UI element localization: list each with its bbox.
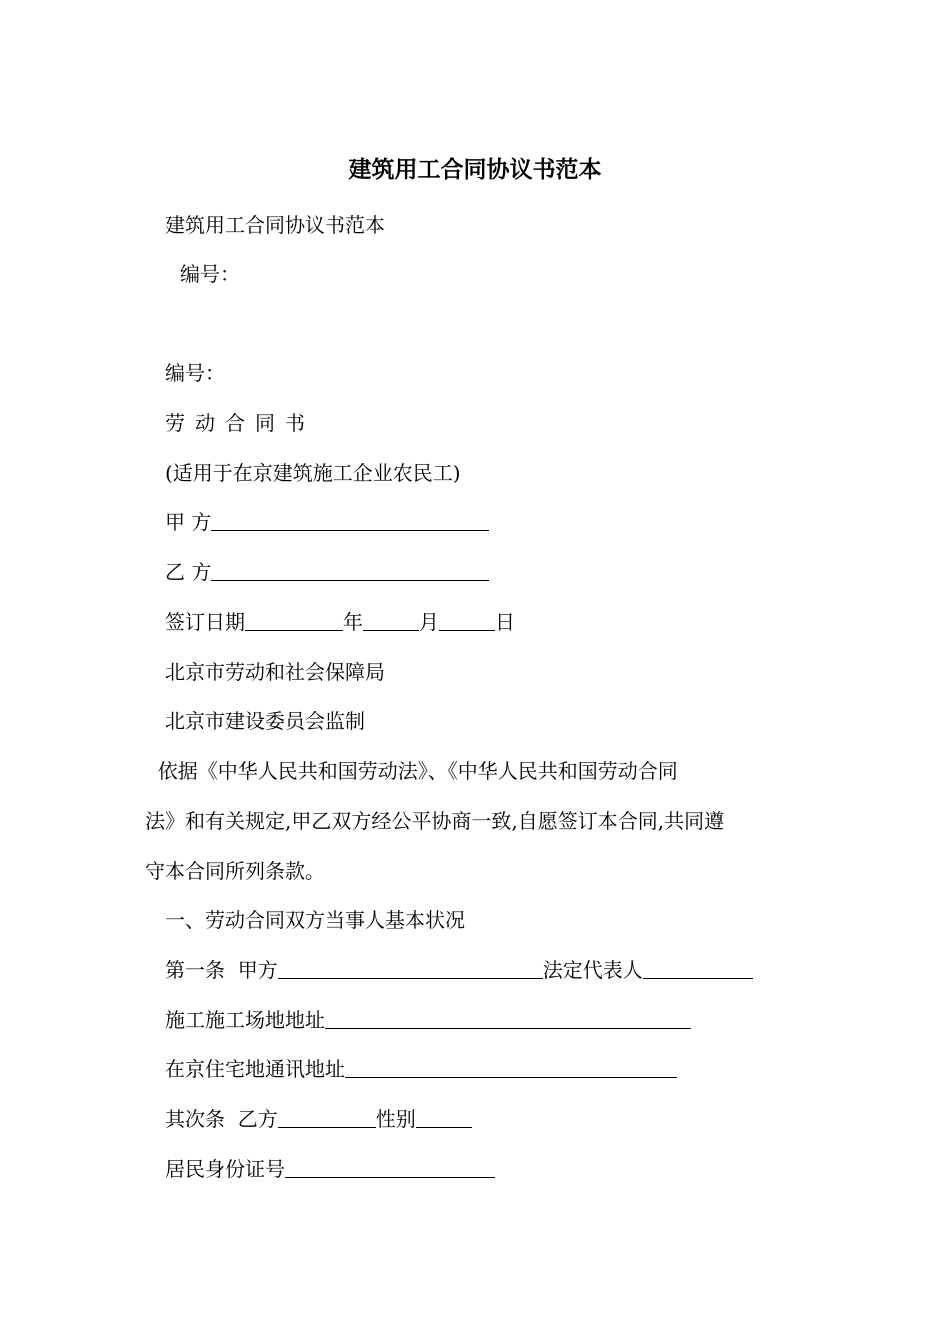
party-b-row (165, 557, 489, 587)
party-a-blank (211, 508, 489, 531)
party-a-name-blank (278, 956, 543, 979)
section-1-heading: 一、劳动合同双方当事人基本状况 (165, 908, 465, 932)
number-label-1: 编号： (180, 262, 240, 286)
sign-date-label: 签订日期 (165, 610, 245, 634)
beijing-address-label: 在京住宅地通讯地址 (165, 1057, 345, 1081)
article-2-row (165, 1104, 472, 1134)
sign-date-row (165, 607, 515, 637)
month-blank (363, 608, 419, 631)
document-subtitle: 建筑用工合同协议书范本 (165, 213, 385, 237)
legal-rep-label: 法定代表人 (542, 958, 643, 982)
day-blank (439, 608, 495, 631)
scope-note: (适用于在京建筑施工企业农民工) (165, 461, 461, 485)
id-number-row (165, 1154, 495, 1184)
site-address-blank (325, 1006, 691, 1029)
document-title: 建筑用工合同协议书范本 (348, 157, 602, 183)
site-address-label: 施工施工场地地址 (165, 1008, 325, 1032)
preamble-line-3: 守本合同所列条款。 (145, 859, 325, 883)
id-number-label: 居民身份证号 (165, 1157, 285, 1181)
legal-rep-blank (643, 956, 753, 979)
year-blank (245, 608, 343, 631)
year-label: 年 (343, 610, 363, 634)
month-label: 月 (419, 610, 439, 634)
article-1-label: 第一条 甲方 (165, 958, 278, 982)
number-label-2: 编号： (165, 361, 225, 385)
gender-label: 性别 (375, 1107, 416, 1131)
beijing-address-blank (345, 1055, 677, 1078)
article-2-label: 其次条 乙方 (165, 1107, 278, 1131)
preamble-line-2: 法》和有关规定,甲乙双方经公平协商一致,自愿签订本合同,共同遵 (145, 809, 725, 833)
gender-blank (416, 1105, 472, 1128)
preamble-line-1: 依据《中华人民共和国劳动法》、《中华人民共和国劳动合同 (145, 759, 678, 783)
contract-heading: 劳动合同书 (165, 411, 315, 435)
authority-1: 北京市劳动和社会保障局 (165, 660, 385, 684)
party-a-label: 甲 方 (165, 510, 212, 534)
article-1-row (165, 955, 753, 985)
site-address-row (165, 1005, 691, 1035)
preamble-paragraph (145, 746, 810, 896)
beijing-address-row (165, 1054, 677, 1084)
party-b-label: 乙 方 (165, 560, 212, 584)
party-b-name-blank (278, 1105, 376, 1128)
authority-2: 北京市建设委员会监制 (165, 709, 365, 733)
party-b-blank (211, 558, 489, 581)
id-number-blank (285, 1155, 495, 1178)
day-label: 日 (495, 610, 515, 634)
party-a-row (165, 507, 489, 537)
